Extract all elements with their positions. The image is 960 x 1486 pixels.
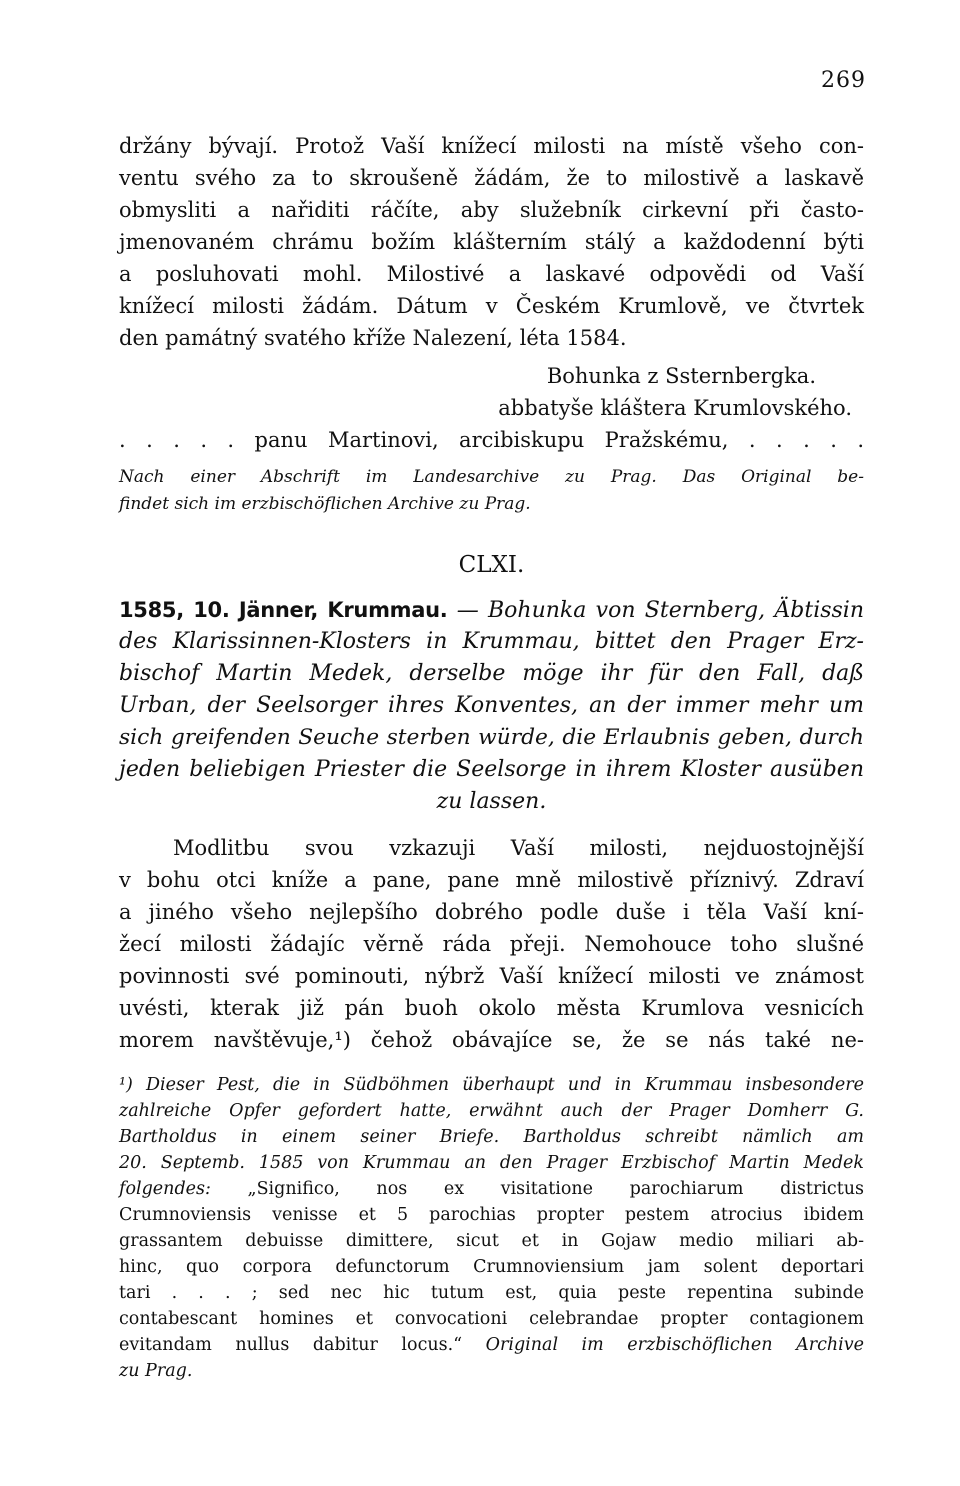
footnote-quote-end: evitandam nullus dabitur locus.“: [119, 1335, 486, 1355]
footnote-line: Crumnoviensis venisse et 5 parochias propter pestem atrocius ibidem: [119, 1205, 864, 1225]
address: [119, 424, 864, 456]
letter-line: držány bývají. Protož Vaší knížecí milosti na místě všeho con-: [119, 134, 864, 158]
footnote: [119, 1072, 864, 1384]
body-line: a jiného všeho nejlepšího dobrého podle duše i těla Vaší kní-: [119, 900, 864, 924]
letter-body: [119, 832, 864, 1056]
body-line: Modlitbu svou vzkazuji Vaší milosti, nejduostojnější: [173, 836, 864, 860]
regest-line: des Klarissinnen-Klosters in Krummau, bittet den Prager Erz-: [119, 629, 864, 654]
letter-line: obmysliti a nařiditi ráčíte, aby služebník cirkevní při často-: [119, 198, 864, 222]
letter-line: a posluhovati mohl. Milostivé a laskavé odpovědi od Vaší: [119, 262, 864, 286]
footnote-source: Original im erzbischöflichen Archive: [485, 1335, 864, 1355]
regest-line: jeden beliebigen Priester die Seelsorge in ihrem Kloster ausüben: [119, 757, 864, 782]
signature: [119, 360, 864, 424]
body-line: morem navštěvuje,¹) čehož obávajíce se, že se nás také ne-: [119, 1028, 864, 1052]
regest: [119, 594, 864, 818]
regest-line: bischof Martin Medek, derselbe möge ihr für den Fall, daß: [119, 661, 864, 686]
letter-line: den památný svatého kříže Nalezení, léta 1584.: [119, 326, 627, 350]
letter-text: [119, 130, 864, 354]
footnote-line: zu Prag.: [119, 1361, 193, 1381]
footnote-line: hinc, quo corpora defunctorum Crumnoviensium jam solent deportari: [119, 1257, 864, 1277]
source-note-line: findet sich im erzbischöflichen Archive zu Prag.: [119, 494, 531, 514]
address-line: . . . . . panu Martinovi, arcibiskupu Pražskému, . . . . .: [119, 428, 864, 452]
letter-line: ventu svého za to skroušeně žádám, že to milostivě a laskavě: [119, 166, 864, 190]
footnote-line: 20. Septemb. 1585 von Krummau an den Prager Erzbischof Martin Medek: [119, 1153, 864, 1173]
footnote-line: [119, 1176, 864, 1202]
footnote-line: grassantem debuisse dimittere, sicut et in Gojaw medio miliari ab-: [119, 1231, 864, 1251]
footnote-line: tari . . . ; sed nec hic tutum est, quia peste repentina subinde: [119, 1283, 864, 1303]
document-number: CLXI.: [458, 552, 525, 578]
page-number: 269: [821, 68, 866, 93]
body-line: uvésti, kterak již pán buoh okolo města Krumlova vesnicích: [119, 996, 864, 1020]
document-number-block: [119, 552, 864, 578]
letter-line: knížecí milosti žádám. Dátum v Českém Krumlově, ve čtvrtek: [119, 294, 864, 318]
footnote-line: contabescant homines et convocationi celebrandae propter contagionem: [119, 1309, 864, 1329]
regest-date-place: 1585, 10. Jänner, Krummau.: [119, 598, 448, 622]
footnote-line: Bartholdus in einem seiner Briefe. Bartholdus schreibt nämlich am: [119, 1127, 864, 1147]
signature-title: abbatyše kláštera Krumlovského.: [498, 396, 852, 420]
signature-name: Bohunka z Ssternbergka.: [546, 364, 816, 388]
regest-line: Urban, der Seelsorger ihres Konventes, an der immer mehr um: [119, 693, 864, 718]
footnote-line: [119, 1332, 864, 1358]
regest-line: sich greifenden Seuche sterben würde, die Erlaubnis geben, durch: [119, 725, 864, 750]
body-line: v bohu otci kníže a pane, pane mně milostivě příznivý. Zdraví: [119, 868, 864, 892]
body-line: žecí milosti žádajíc věrně ráda přeji. Nemohouce toho slušné: [119, 932, 864, 956]
source-note: [119, 464, 864, 518]
footnote-line: zahlreiche Opfer gefordert hatte, erwähnt auch der Prager Domherr G.: [119, 1101, 864, 1121]
footnote-quote-start: „Significo, nos ex visitatione parochiarum districtus: [210, 1179, 864, 1199]
regest-line: [119, 594, 864, 626]
regest-summary-start: — Bohunka von Sternberg, Äbtissin: [447, 598, 865, 623]
body-line: povinnosti své pominouti, nýbrž Vaší knížecí milosti ve známost: [119, 964, 864, 988]
footnote-lead-word: folgendes:: [119, 1179, 211, 1199]
letter-line: jmenovaném chrámu božím klášterním stálý a každodenní býti: [119, 230, 864, 254]
footnote-line: ¹) Dieser Pest, die in Südböhmen überhaupt und in Krummau insbesondere: [119, 1075, 864, 1095]
regest-line: zu lassen.: [436, 789, 547, 814]
source-note-line: Nach einer Abschrift im Landesarchive zu Prag. Das Original be-: [119, 467, 864, 487]
